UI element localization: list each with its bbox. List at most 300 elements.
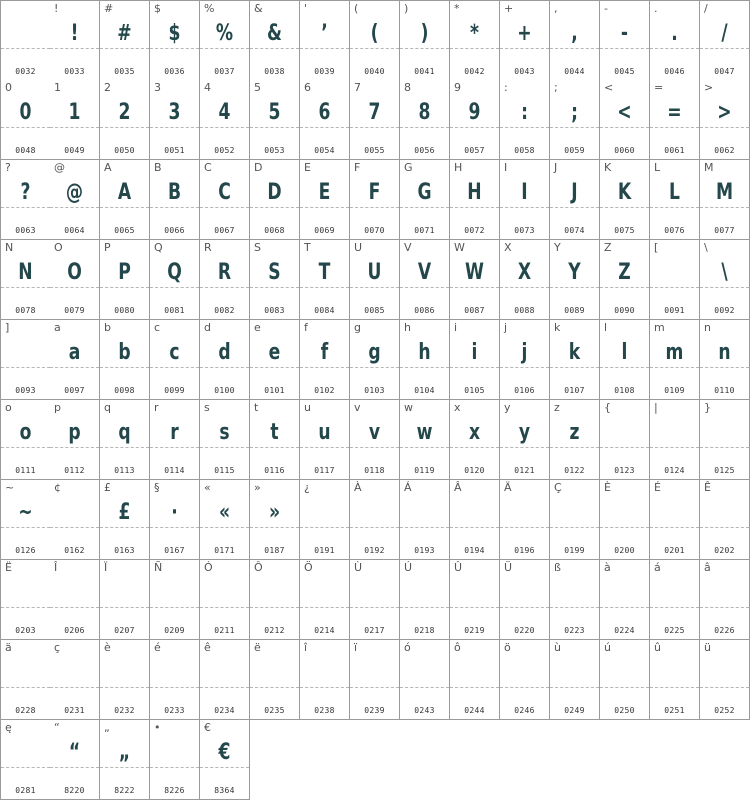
character-label: i xyxy=(454,321,458,334)
baseline-divider xyxy=(400,527,449,528)
codepoint-label: 0114 xyxy=(164,466,185,475)
character-label: m xyxy=(654,321,665,334)
font-glyph-sample: r xyxy=(170,420,179,445)
glyph-cell xyxy=(650,160,700,240)
glyph-cell xyxy=(50,480,100,560)
baseline-divider xyxy=(650,527,699,528)
font-glyph-sample: a xyxy=(68,340,81,365)
codepoint-label: 0171 xyxy=(214,546,235,555)
codepoint-label: 0201 xyxy=(664,546,685,555)
character-label: - xyxy=(604,2,608,15)
font-glyph-sample: i xyxy=(471,340,478,365)
glyph-cell xyxy=(150,240,200,320)
character-label: t xyxy=(254,401,259,414)
codepoint-label: 0228 xyxy=(15,706,36,715)
baseline-divider xyxy=(600,687,649,688)
character-label: , xyxy=(554,2,558,15)
codepoint-label: 0206 xyxy=(64,626,85,635)
codepoint-label: 0098 xyxy=(114,386,135,395)
font-glyph-sample: \ xyxy=(721,260,728,285)
glyph-cell xyxy=(0,0,51,81)
codepoint-label: 0251 xyxy=(664,706,685,715)
font-glyph-sample: p xyxy=(68,420,81,445)
font-glyph-sample: & xyxy=(267,21,282,46)
glyph-cell xyxy=(500,480,550,560)
baseline-divider xyxy=(250,687,299,688)
glyph-cell xyxy=(450,240,500,320)
codepoint-label: 0162 xyxy=(64,546,85,555)
font-glyph-sample: Q xyxy=(167,260,182,285)
glyph-cell xyxy=(150,560,200,640)
character-label: 4 xyxy=(204,81,211,94)
glyph-cell xyxy=(400,80,450,160)
character-label: U xyxy=(354,241,363,254)
character-label: A xyxy=(104,161,112,174)
character-label: 7 xyxy=(354,81,361,94)
character-label: F xyxy=(354,161,361,174)
glyph-cell xyxy=(700,240,750,320)
character-label: 5 xyxy=(254,81,261,94)
font-glyph-sample: v xyxy=(368,420,381,445)
character-label: + xyxy=(504,2,514,15)
codepoint-label: 0211 xyxy=(214,626,235,635)
codepoint-label: 0035 xyxy=(114,67,135,76)
font-glyph-sample: l xyxy=(621,340,628,365)
font-glyph-sample: k xyxy=(568,340,581,365)
glyph-cell xyxy=(400,320,450,400)
glyph-cell xyxy=(600,560,650,640)
codepoint-label: 0083 xyxy=(264,306,285,315)
codepoint-label: 0061 xyxy=(664,146,685,155)
glyph-cell xyxy=(0,240,51,320)
codepoint-label: 0100 xyxy=(214,386,235,395)
codepoint-label: 0036 xyxy=(164,67,185,76)
codepoint-label: 0194 xyxy=(464,546,485,555)
codepoint-label: 0239 xyxy=(364,706,385,715)
codepoint-label: 0224 xyxy=(614,626,635,635)
character-label: ê xyxy=(204,641,211,654)
codepoint-label: 0124 xyxy=(664,466,685,475)
glyph-cell xyxy=(400,240,450,320)
codepoint-label: 0126 xyxy=(15,546,36,555)
baseline-divider xyxy=(500,687,549,688)
glyph-cell xyxy=(400,0,450,81)
codepoint-label: 0219 xyxy=(464,626,485,635)
baseline-divider xyxy=(400,607,449,608)
glyph-cell xyxy=(700,480,750,560)
font-glyph-sample: P xyxy=(118,260,131,285)
glyph-cell xyxy=(200,720,250,800)
glyph-cell xyxy=(550,560,600,640)
font-glyph-sample: w xyxy=(416,420,433,445)
codepoint-label: 0235 xyxy=(264,706,285,715)
character-label: f xyxy=(304,321,308,334)
codepoint-label: 0250 xyxy=(614,706,635,715)
glyph-cell xyxy=(50,400,100,480)
character-label: • xyxy=(154,721,161,734)
character-label: z xyxy=(554,401,560,414)
glyph-cell xyxy=(650,240,700,320)
glyph-cell xyxy=(100,0,150,81)
character-label: ö xyxy=(504,641,511,654)
codepoint-label: 0193 xyxy=(414,546,435,555)
font-glyph-sample: 2 xyxy=(118,100,131,125)
character-label: ) xyxy=(404,2,409,15)
font-glyph-sample: 8 xyxy=(418,100,431,125)
glyph-cell xyxy=(50,640,100,720)
character-label: 0 xyxy=(5,81,12,94)
codepoint-label: 0209 xyxy=(164,626,185,635)
glyph-cell xyxy=(200,80,250,160)
glyph-cell xyxy=(300,80,350,160)
font-glyph-sample: E xyxy=(318,180,331,205)
codepoint-label: 0105 xyxy=(464,386,485,395)
glyph-cell xyxy=(550,320,600,400)
codepoint-label: 0070 xyxy=(364,226,385,235)
glyph-cell xyxy=(50,320,100,400)
glyph-cell xyxy=(50,240,100,320)
glyph-cell xyxy=(400,640,450,720)
font-glyph-sample: 4 xyxy=(218,100,231,125)
glyph-cell xyxy=(500,320,550,400)
font-glyph-sample: U xyxy=(367,260,382,285)
codepoint-label: 0051 xyxy=(164,146,185,155)
character-label: H xyxy=(454,161,463,174)
glyph-cell xyxy=(700,400,750,480)
character-label: Z xyxy=(604,241,612,254)
character-label: é xyxy=(154,641,161,654)
codepoint-label: 0032 xyxy=(15,67,36,76)
font-glyph-sample: y xyxy=(518,420,531,445)
baseline-divider xyxy=(1,687,50,688)
baseline-divider xyxy=(650,287,699,288)
codepoint-label: 0108 xyxy=(614,386,635,395)
baseline-divider xyxy=(250,607,299,608)
baseline-divider xyxy=(600,447,649,448)
character-label: û xyxy=(654,641,661,654)
codepoint-label: 0104 xyxy=(414,386,435,395)
codepoint-label: 0047 xyxy=(714,67,735,76)
codepoint-label: 0078 xyxy=(15,306,36,315)
character-label: Ü xyxy=(504,561,513,574)
codepoint-label: 0074 xyxy=(564,226,585,235)
font-glyph-sample: / xyxy=(721,21,728,46)
codepoint-label: 0163 xyxy=(114,546,135,555)
baseline-divider xyxy=(350,527,399,528)
codepoint-label: 0233 xyxy=(164,706,185,715)
glyph-cell xyxy=(150,720,200,800)
font-glyph-sample: £ xyxy=(118,500,131,525)
character-label: ç xyxy=(54,641,61,654)
font-glyph-sample: 0 xyxy=(19,100,32,125)
character-label: Â xyxy=(454,481,462,494)
font-glyph-sample: 5 xyxy=(268,100,281,125)
glyph-cell xyxy=(150,400,200,480)
character-label: Î xyxy=(54,561,58,574)
baseline-divider xyxy=(600,527,649,528)
codepoint-label: 0238 xyxy=(314,706,335,715)
glyph-cell xyxy=(250,480,300,560)
glyph-cell xyxy=(50,160,100,240)
glyph-cell xyxy=(200,400,250,480)
character-label: a xyxy=(54,321,61,334)
glyph-cell xyxy=(300,240,350,320)
font-glyph-sample: n xyxy=(718,340,731,365)
glyph-cell xyxy=(650,480,700,560)
glyph-cell xyxy=(550,640,600,720)
font-glyph-sample: = xyxy=(667,100,682,125)
codepoint-label: 0118 xyxy=(364,466,385,475)
character-label: = xyxy=(654,81,664,94)
codepoint-label: 0088 xyxy=(514,306,535,315)
font-glyph-sample: W xyxy=(465,260,484,285)
baseline-divider xyxy=(700,527,749,528)
glyph-cell xyxy=(0,400,51,480)
font-glyph-sample: Z xyxy=(618,260,631,285)
font-glyph-sample: C xyxy=(218,180,231,205)
codepoint-label: 0252 xyxy=(714,706,735,715)
character-label: [ xyxy=(654,241,659,254)
codepoint-label: 0039 xyxy=(314,67,335,76)
glyph-cell xyxy=(550,400,600,480)
character-label: R xyxy=(204,241,212,254)
codepoint-label: 0121 xyxy=(514,466,535,475)
glyph-cell xyxy=(100,480,150,560)
codepoint-label: 0071 xyxy=(414,226,435,235)
codepoint-label: 0054 xyxy=(314,146,335,155)
baseline-divider xyxy=(450,527,499,528)
font-glyph-sample: $ xyxy=(168,21,181,46)
glyph-cell xyxy=(0,320,51,400)
codepoint-label: 0042 xyxy=(464,67,485,76)
baseline-divider xyxy=(1,48,50,49)
character-label: Q xyxy=(154,241,163,254)
baseline-divider xyxy=(150,767,199,768)
font-glyph-sample: 6 xyxy=(318,100,331,125)
baseline-divider xyxy=(50,527,99,528)
baseline-divider xyxy=(500,607,549,608)
codepoint-label: 0063 xyxy=(15,226,36,235)
character-label: S xyxy=(254,241,261,254)
font-glyph-sample: V xyxy=(417,260,432,285)
baseline-divider xyxy=(300,607,349,608)
glyph-cell xyxy=(100,80,150,160)
codepoint-label: 0119 xyxy=(414,466,435,475)
codepoint-label: 0099 xyxy=(164,386,185,395)
glyph-cell xyxy=(100,720,150,800)
character-label: 9 xyxy=(454,81,461,94)
glyph-cell xyxy=(650,640,700,720)
codepoint-label: 0102 xyxy=(314,386,335,395)
character-label: N xyxy=(5,241,14,254)
character-label: . xyxy=(654,2,658,15)
character-label: Ë xyxy=(5,561,12,574)
glyph-cell xyxy=(500,240,550,320)
glyph-cell xyxy=(500,560,550,640)
glyph-cell xyxy=(50,80,100,160)
codepoint-label: 0116 xyxy=(264,466,285,475)
font-glyph-sample: z xyxy=(569,420,580,445)
glyph-cell xyxy=(250,640,300,720)
codepoint-label: 0097 xyxy=(64,386,85,395)
character-label: L xyxy=(654,161,661,174)
baseline-divider xyxy=(50,607,99,608)
character-label: Ú xyxy=(404,561,413,574)
character-label: € xyxy=(204,721,211,734)
glyph-cell xyxy=(0,640,51,720)
baseline-divider xyxy=(550,687,599,688)
codepoint-label: 0120 xyxy=(464,466,485,475)
glyph-cell xyxy=(350,400,400,480)
baseline-divider xyxy=(700,447,749,448)
codepoint-label: 0200 xyxy=(614,546,635,555)
codepoint-label: 0041 xyxy=(414,67,435,76)
baseline-divider xyxy=(550,607,599,608)
codepoint-label: 0050 xyxy=(114,146,135,155)
character-label: h xyxy=(404,321,411,334)
glyph-cell xyxy=(700,160,750,240)
codepoint-label: 0103 xyxy=(364,386,385,395)
character-label: O xyxy=(54,241,63,254)
glyph-cell xyxy=(50,560,100,640)
baseline-divider xyxy=(300,527,349,528)
font-glyph-sample: “ xyxy=(68,740,81,765)
baseline-divider xyxy=(550,527,599,528)
codepoint-label: 0203 xyxy=(15,626,36,635)
codepoint-label: 0076 xyxy=(664,226,685,235)
font-glyph-sample: G xyxy=(417,180,432,205)
character-label: p xyxy=(54,401,61,414)
baseline-divider xyxy=(200,607,249,608)
glyph-cell xyxy=(450,0,500,81)
glyph-cell xyxy=(200,480,250,560)
font-glyph-sample: ) xyxy=(420,21,429,46)
font-glyph-sample: 7 xyxy=(368,100,381,125)
codepoint-label: 0109 xyxy=(664,386,685,395)
codepoint-label: 0092 xyxy=(714,306,735,315)
glyph-cell xyxy=(650,0,700,81)
character-label: 1 xyxy=(54,81,61,94)
character-label: \ xyxy=(704,241,708,254)
baseline-divider xyxy=(200,687,249,688)
character-label: D xyxy=(254,161,263,174)
character-label: s xyxy=(204,401,210,414)
codepoint-label: 0117 xyxy=(314,466,335,475)
codepoint-label: 0090 xyxy=(614,306,635,315)
baseline-divider xyxy=(700,687,749,688)
glyph-cell xyxy=(100,240,150,320)
codepoint-label: 0086 xyxy=(414,306,435,315)
font-glyph-sample: B xyxy=(167,180,182,205)
character-label: $ xyxy=(154,2,161,15)
codepoint-label: 0066 xyxy=(164,226,185,235)
glyph-cell xyxy=(150,80,200,160)
character-label: « xyxy=(204,481,211,494)
codepoint-label: 0087 xyxy=(464,306,485,315)
font-glyph-sample: 9 xyxy=(468,100,481,125)
character-label: ! xyxy=(54,2,59,15)
glyph-cell xyxy=(0,480,51,560)
font-glyph-sample: t xyxy=(270,420,279,445)
glyph-cell xyxy=(250,0,300,81)
font-glyph-sample: » xyxy=(268,500,281,525)
character-label: @ xyxy=(54,161,65,174)
glyph-cell xyxy=(450,480,500,560)
font-glyph-sample: ; xyxy=(571,100,578,125)
font-glyph-sample: A xyxy=(117,180,132,205)
character-label: Ñ xyxy=(154,561,163,574)
font-glyph-sample: « xyxy=(218,500,231,525)
glyph-cell xyxy=(500,400,550,480)
character-label: ï xyxy=(354,641,358,654)
glyph-cell xyxy=(500,640,550,720)
character-label: § xyxy=(154,481,160,494)
font-glyph-sample: . xyxy=(671,21,678,46)
codepoint-label: 0191 xyxy=(314,546,335,555)
codepoint-label: 0053 xyxy=(264,146,285,155)
character-label: Ù xyxy=(354,561,363,574)
font-glyph-sample: 1 xyxy=(68,100,81,125)
glyph-cell xyxy=(350,240,400,320)
codepoint-label: 0220 xyxy=(514,626,535,635)
glyph-cell xyxy=(0,80,51,160)
character-label: ú xyxy=(604,641,611,654)
codepoint-label: 0123 xyxy=(614,466,635,475)
baseline-divider xyxy=(500,527,549,528)
codepoint-label: 0232 xyxy=(114,706,135,715)
baseline-divider xyxy=(350,607,399,608)
font-glyph-sample: * xyxy=(470,21,479,46)
character-label: w xyxy=(404,401,413,414)
glyph-cell xyxy=(300,560,350,640)
glyph-cell xyxy=(150,0,200,81)
glyph-cell xyxy=(450,400,500,480)
character-label: % xyxy=(204,2,215,15)
baseline-divider xyxy=(450,607,499,608)
codepoint-label: 0068 xyxy=(264,226,285,235)
baseline-divider xyxy=(1,367,50,368)
glyph-cell xyxy=(200,640,250,720)
character-label: n xyxy=(704,321,711,334)
glyph-cell xyxy=(100,320,150,400)
glyph-cell xyxy=(50,0,100,81)
glyph-cell xyxy=(250,240,300,320)
codepoint-label: 0040 xyxy=(364,67,385,76)
font-glyph-sample: - xyxy=(620,21,629,46)
character-label: „ xyxy=(104,721,110,734)
glyph-cell xyxy=(200,240,250,320)
character-label: : xyxy=(504,81,508,94)
codepoint-label: 0281 xyxy=(15,786,36,795)
codepoint-label: 0044 xyxy=(564,67,585,76)
codepoint-label: 0111 xyxy=(15,466,36,475)
character-label: Ö xyxy=(304,561,313,574)
baseline-divider xyxy=(300,687,349,688)
codepoint-label: 0249 xyxy=(564,706,585,715)
codepoint-label: 8220 xyxy=(64,786,85,795)
glyph-cell xyxy=(450,80,500,160)
baseline-divider xyxy=(650,687,699,688)
character-label: y xyxy=(504,401,511,414)
codepoint-label: 0246 xyxy=(514,706,535,715)
codepoint-label: 0217 xyxy=(364,626,385,635)
character-label: É xyxy=(654,481,661,494)
glyph-cell xyxy=(650,320,700,400)
glyph-cell xyxy=(300,160,350,240)
character-label: » xyxy=(254,481,261,494)
codepoint-label: 0122 xyxy=(564,466,585,475)
font-glyph-sample: % xyxy=(215,21,234,46)
